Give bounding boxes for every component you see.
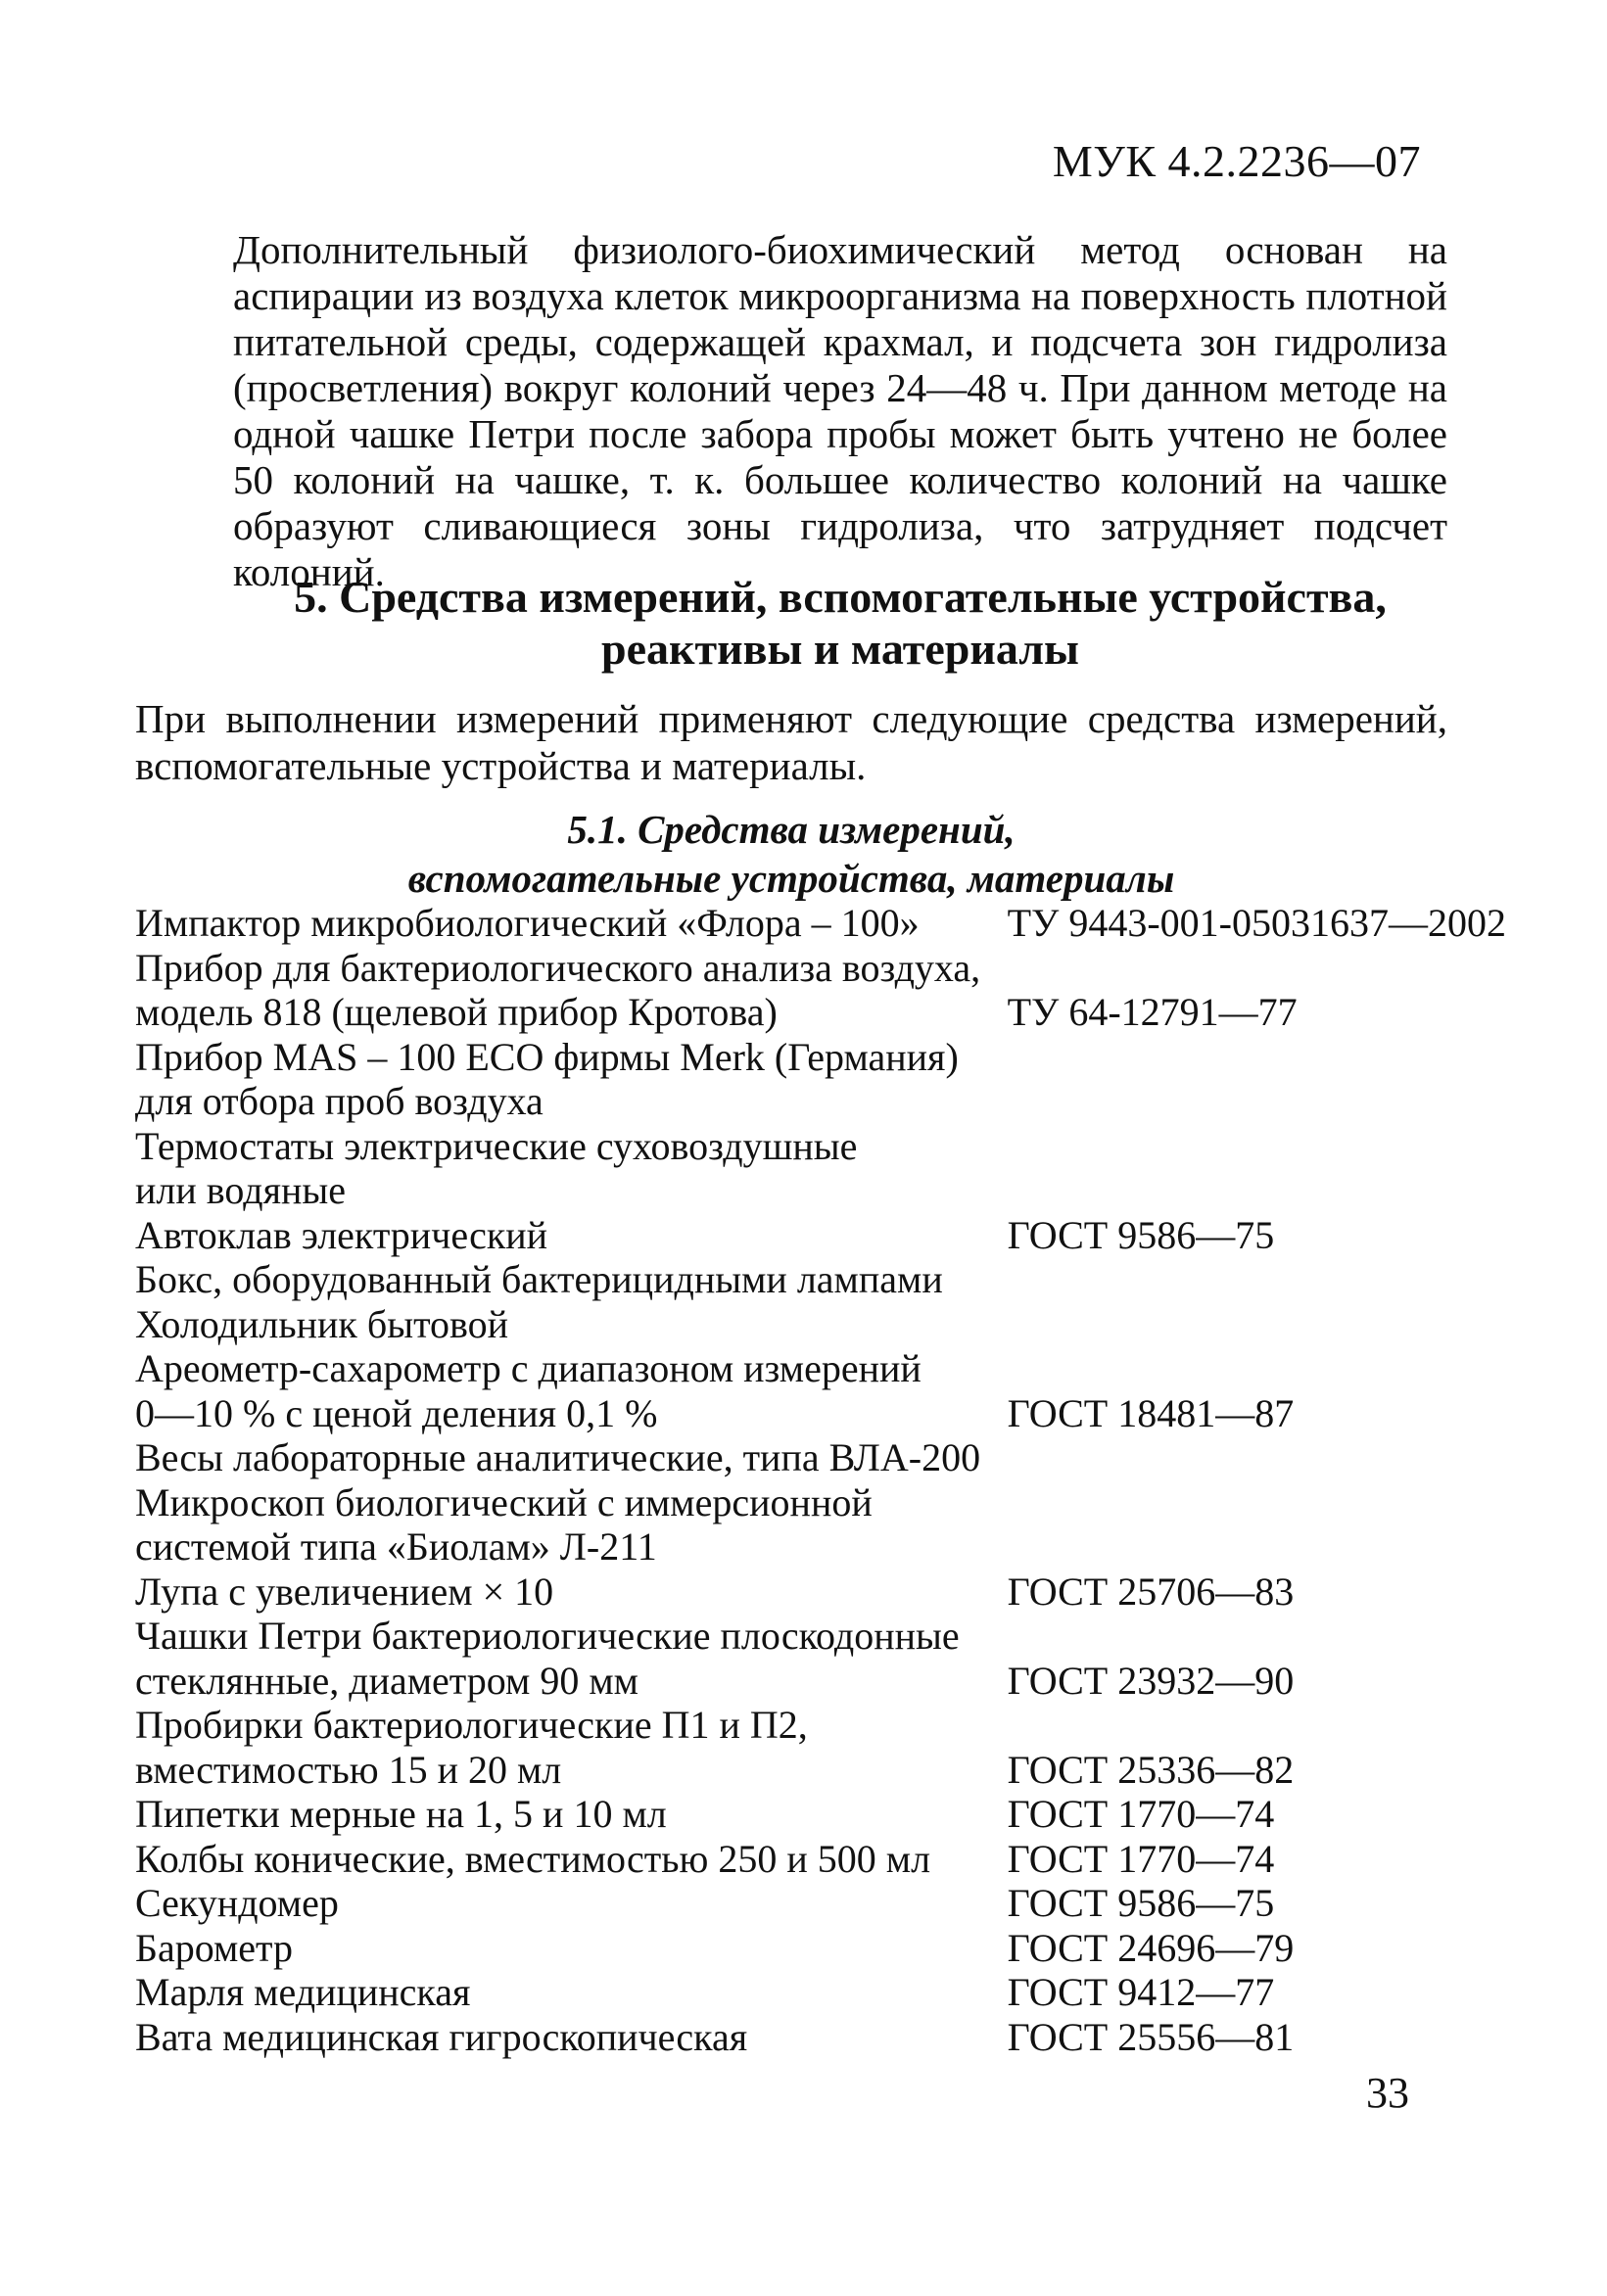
equipment-standard: ГОСТ 18481—87	[1007, 1390, 1295, 1435]
equipment-name: Секундомер	[135, 1881, 339, 1925]
table-row	[135, 1703, 1506, 1748]
table-row	[135, 1480, 1506, 1525]
document-code: МУК 4.2.2236—07	[1052, 136, 1421, 186]
table-row	[135, 1748, 1506, 1793]
equipment-name: Прибор для бактериологического анализа воздуха,	[135, 945, 981, 990]
table-row	[135, 1079, 1506, 1124]
equipment-name: Ареометр-сахарометр с диапазоном измерений	[135, 1346, 922, 1390]
equipment-standard	[998, 1168, 1506, 1213]
table-row	[135, 1035, 1506, 1080]
equipment-standard: ТУ 64-12791—77	[1007, 990, 1298, 1034]
subsection-title-line-1: 5.1. Средства измерений,	[567, 807, 1016, 852]
equipment-name: вместимостью 15 и 20 мл	[135, 1747, 562, 1792]
table-row	[135, 1346, 1506, 1391]
equipment-table-body	[135, 901, 1506, 2059]
equipment-name: для отбора проб воздуха	[135, 1079, 544, 1123]
equipment-name: Автоклав электрический	[135, 1212, 548, 1257]
table-row	[135, 1926, 1506, 1971]
equipment-standard: ГОСТ 23932—90	[1007, 1658, 1295, 1703]
equipment-standard	[998, 1346, 1506, 1391]
subsection-title-line-2: вспомогательные устройства, материалы	[407, 856, 1175, 901]
equipment-standard	[998, 1302, 1506, 1347]
equipment-standard: ГОСТ 24696—79	[1007, 1925, 1295, 1970]
equipment-standard: ГОСТ 1770—74	[1007, 1836, 1275, 1881]
page-number: 33	[1366, 2069, 1409, 2117]
table-row	[135, 1792, 1506, 1837]
equipment-name: Импактор микробиологический «Флора – 100»	[135, 901, 920, 945]
section-title-line-1: 5. Средства измерений, вспомогательные устройства,	[294, 572, 1387, 622]
equipment-name: Чашки Петри бактериологические плоскодонные	[135, 1614, 960, 1658]
equipment-table	[135, 901, 1506, 2059]
equipment-name: Вата медицинская гигроскопическая	[135, 2014, 748, 2059]
equipment-name: Термостаты электрические суховоздушные	[135, 1123, 858, 1168]
table-row	[135, 1435, 1506, 1480]
table-row	[135, 1614, 1506, 1659]
section-intro-paragraph: При выполнении измерений применяют следующие средства измерений, вспомогательные устройства и материалы.	[135, 696, 1447, 788]
equipment-standard: ГОСТ 1770—74	[1007, 1792, 1275, 1836]
equipment-name: 0—10 % с ценой деления 0,1 %	[135, 1390, 658, 1435]
table-row	[135, 946, 1506, 991]
equipment-name: или водяные	[135, 1168, 347, 1212]
equipment-name: стеклянные, диаметром 90 мм	[135, 1658, 638, 1703]
equipment-name: модель 818 (щелевой прибор Кротова)	[135, 990, 778, 1034]
equipment-standard	[998, 1435, 1506, 1480]
equipment-standard	[998, 1257, 1506, 1302]
equipment-name: Микроскоп биологический с иммерсионной	[135, 1479, 873, 1524]
table-row	[135, 1302, 1506, 1347]
equipment-name: Барометр	[135, 1925, 293, 1970]
table-row	[135, 901, 1506, 946]
table-row	[135, 1524, 1506, 1570]
section-title-line-2: реактивы и материалы	[601, 624, 1079, 674]
equipment-name: Пипетки мерные на 1, 5 и 10 мл	[135, 1792, 667, 1836]
equipment-name: Лупа с увеличением × 10	[135, 1569, 554, 1614]
equipment-standard	[998, 1124, 1506, 1169]
equipment-standard: ГОСТ 9586—75	[1007, 1212, 1275, 1257]
equipment-name: Пробирки бактериологические П1 и П2,	[135, 1703, 808, 1747]
table-row	[135, 1257, 1506, 1302]
equipment-name: Бокс, оборудованный бактерицидными лампами	[135, 1257, 943, 1301]
equipment-name: Весы лабораторные аналитические, типа ВЛА-200	[135, 1435, 981, 1479]
table-row	[135, 1124, 1506, 1169]
table-row	[135, 1391, 1506, 1436]
equipment-standard	[998, 1480, 1506, 1525]
equipment-name: системой типа «Биолам» Л-211	[135, 1524, 657, 1569]
equipment-standard	[998, 1703, 1506, 1748]
equipment-name: Колбы конические, вместимостью 250 и 500 мл	[135, 1836, 931, 1881]
equipment-name: Холодильник бытовой	[135, 1301, 509, 1346]
table-row	[135, 1570, 1506, 1615]
equipment-standard	[998, 1079, 1506, 1124]
table-row	[135, 1970, 1506, 2015]
equipment-standard: ГОСТ 25706—83	[1007, 1569, 1295, 1614]
equipment-standard: ГОСТ 9586—75	[1007, 1881, 1275, 1925]
equipment-standard	[998, 1614, 1506, 1659]
equipment-standard: ГОСТ 25336—82	[1007, 1747, 1295, 1792]
equipment-standard: ГОСТ 25556—81	[1007, 2014, 1295, 2059]
equipment-standard	[998, 946, 1506, 991]
equipment-standard	[998, 1524, 1506, 1570]
table-row	[135, 1659, 1506, 1704]
equipment-name: Марля медицинская	[135, 1970, 471, 2014]
equipment-standard: ГОСТ 9412—77	[1007, 1970, 1275, 2014]
equipment-standard	[998, 1035, 1506, 1080]
table-row	[135, 1837, 1506, 1882]
subsection-title	[135, 805, 1447, 903]
table-row	[135, 990, 1506, 1035]
equipment-standard: ТУ 9443-001-05031637—2002	[1007, 901, 1506, 945]
table-row	[135, 2015, 1506, 2060]
intro-paragraph: Дополнительный физиолого-биохимический метод основан на аспирации из воздуха клеток микроорганизма на поверхность плотной питательной среды, содержащей крахмал, и подсчета зон гидролиза (просветления) вокруг колоний через 24—48 ч. При данном методе на одной чашке Петри после забора пробы может быть учтено не более 50 колоний на чашке, т. к. большее количество колоний на чашке образуют сливающиеся зоны гидролиза, что затрудняет подсчет колоний.	[233, 227, 1447, 594]
table-row	[135, 1881, 1506, 1926]
equipment-name: Прибор MAS – 100 ECO фирмы Merk (Германия)	[135, 1034, 959, 1079]
table-row	[135, 1213, 1506, 1258]
table-row	[135, 1168, 1506, 1213]
section-title	[233, 571, 1447, 675]
